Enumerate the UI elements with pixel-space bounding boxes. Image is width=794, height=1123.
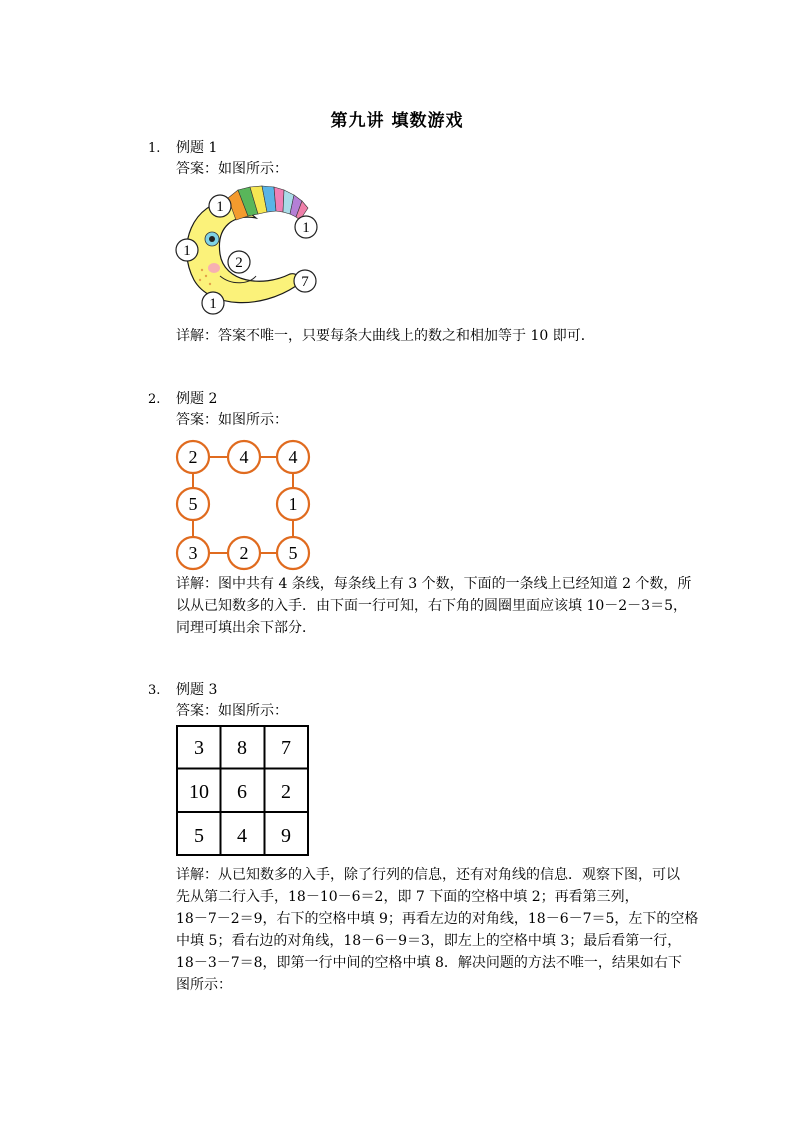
problem-2-detail (176, 573, 692, 639)
detail-line: 详解：图中共有 4 条线，每条线上有 3 个数，下面的一条线上已经知道 2 个数，所 (176, 576, 692, 592)
problem-2-label: 例题 2 (176, 391, 218, 407)
grid-cell: 8 (237, 737, 247, 759)
square-number: 1 (288, 494, 298, 514)
grid-cell: 3 (194, 737, 204, 759)
grid-cell: 10 (189, 781, 209, 803)
detail-line: 18－7－2＝9，右下的空格中填 9；再看左边的对角线，18－6－7＝5，左下的空格 (176, 911, 699, 927)
moon-number: 1 (302, 220, 310, 236)
detail-line: 详解：从已知数多的入手，除了行列的信息，还有对角线的信息．观察下图，可以 (176, 867, 680, 883)
moon-number: 7 (301, 274, 309, 290)
problem-3-number: 3. (148, 683, 161, 698)
problem-1-detail: 详解：答案不唯一，只要每条大曲线上的数之和相加等于 10 即可． (176, 328, 595, 344)
moon-number: 2 (235, 255, 243, 271)
detail-line: 以从已知数多的入手．由下面一行可知，右下角的圆圈里面应该填 10－2－3＝5， (176, 598, 687, 614)
problem-3-label: 例题 3 (176, 682, 218, 698)
problem-2-number: 2. (148, 392, 161, 407)
grid-cell: 6 (237, 781, 247, 803)
grid-cell: 2 (281, 781, 291, 803)
square-number: 5 (188, 494, 198, 514)
problem-1-number: 1. (148, 141, 161, 156)
detail-line: 同理可填出余下部分． (176, 620, 316, 636)
square-number: 2 (239, 543, 249, 563)
detail-line: 图所示： (176, 977, 232, 993)
moon-number: 1 (209, 296, 217, 312)
detail-line: 先从第二行入手，18－10－6＝2，即 7 下面的空格中填 2；再看第三列， (176, 889, 639, 905)
moon-figure (170, 184, 322, 318)
grid-cell: 5 (194, 825, 204, 847)
detail-line: 中填 5；看右边的对角线，18－6－9＝3，即左上的空格中填 3；最后看第一行， (176, 933, 682, 949)
moon-number: 1 (216, 199, 224, 215)
detail-line: 18－3－7＝8，即第一行中间的空格中填 8．解决问题的方法不唯一，结果如右下 (176, 955, 682, 971)
problem-2-answer: 答案：如图所示： (176, 412, 288, 428)
problem-3-answer: 答案：如图所示： (176, 703, 288, 719)
magic-square-grid (176, 725, 310, 857)
page-title: 第九讲 填数游戏 (330, 111, 464, 131)
square-number: 3 (188, 543, 198, 563)
square-number: 2 (188, 447, 198, 467)
problem-3-detail (176, 864, 699, 996)
moon-cheek (208, 263, 220, 273)
problem-1-label: 例题 1 (176, 140, 218, 156)
grid-cell: 4 (237, 825, 247, 847)
rainbow-tail (228, 186, 308, 220)
square-number: 4 (288, 447, 298, 467)
square-number: 4 (239, 447, 249, 467)
problem-1-answer: 答案：如图所示： (176, 161, 288, 177)
square-figure (172, 436, 316, 572)
grid-cell: 9 (281, 825, 291, 847)
grid-cell: 7 (281, 737, 291, 759)
square-number: 5 (288, 543, 298, 563)
moon-number: 1 (183, 243, 191, 259)
